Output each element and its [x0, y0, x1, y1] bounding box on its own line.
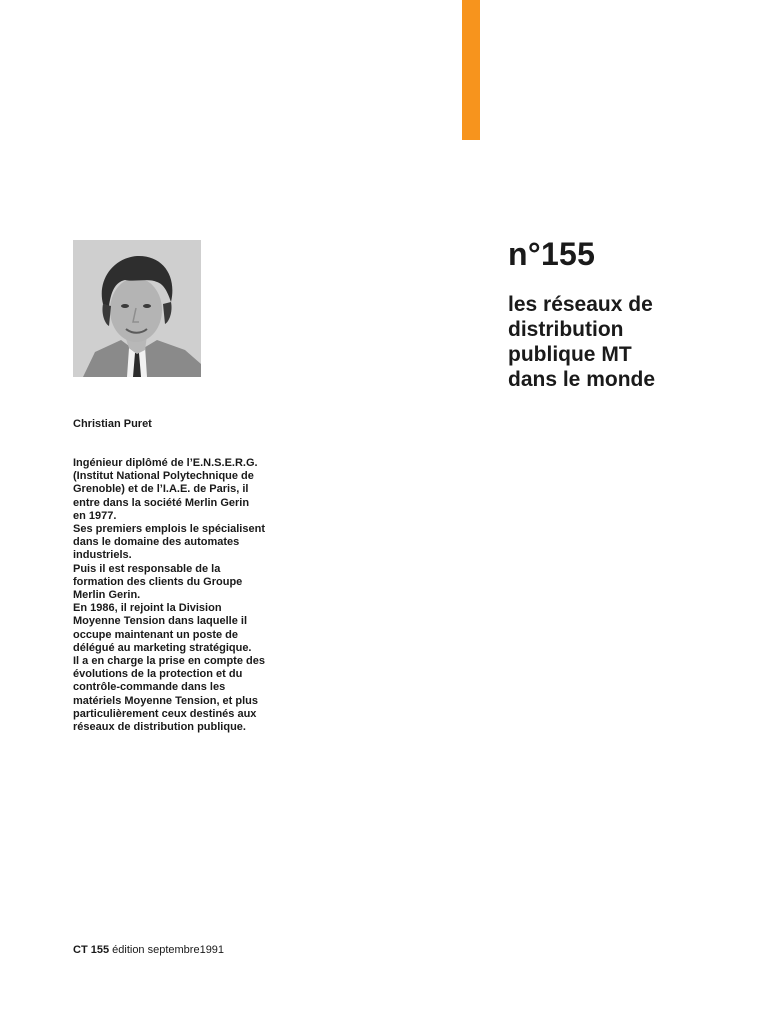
title-line: les réseaux de	[508, 293, 653, 316]
bio-line: contrôle-commande dans les	[73, 681, 226, 694]
bio-line: occupe maintenant un poste de	[73, 628, 239, 641]
bio-line: Moyenne Tension dans laquelle il	[73, 615, 247, 628]
bio-line: (Institut National Polytechnique de	[73, 470, 254, 483]
bio-line: formation des clients du Groupe	[73, 575, 243, 588]
bio-line: En 1986, il rejoint la Division	[73, 602, 222, 615]
bio-line: délégué au marketing stratégique.	[73, 641, 252, 654]
author-portrait	[73, 240, 201, 377]
author-name: Christian Puret	[73, 418, 152, 430]
bio-line: Ses premiers emplois le spécialisent	[73, 523, 265, 536]
bio-line: Puis il est responsable de la	[73, 562, 221, 575]
bio-line: réseaux de distribution publique.	[73, 721, 246, 734]
bio-line: entre dans la société Merlin Gerin	[73, 496, 250, 509]
bio-line: évolutions de la protection et du	[73, 668, 243, 681]
bio-line: Merlin Gerin.	[73, 589, 141, 602]
edition-date: édition septembre1991	[109, 944, 225, 956]
orange-accent-bar	[462, 0, 480, 140]
document-title	[508, 292, 748, 392]
bio-line: en 1977.	[73, 509, 117, 522]
bio-line: matériels Moyenne Tension, et plus	[73, 694, 259, 707]
document-number: n°155	[508, 236, 596, 272]
title-line: publique MT	[508, 343, 632, 366]
author-biography	[73, 457, 293, 734]
bio-line: particulièrement ceux destinés aux	[73, 707, 257, 720]
document-code: CT 155	[73, 944, 110, 956]
bio-line: Grenoble) et de l’I.A.E. de Paris, il	[73, 483, 249, 496]
edition-footer	[73, 944, 224, 956]
bio-line: Ingénieur diplômé de l’E.N.S.E.R.G.	[73, 457, 258, 469]
title-line: dans le monde	[508, 368, 656, 391]
title-line: distribution	[508, 318, 624, 341]
bio-line: industriels.	[73, 549, 132, 562]
bio-line: Il a en charge la prise en compte des	[73, 655, 265, 668]
bio-line: dans le domaine des automates	[73, 536, 240, 549]
